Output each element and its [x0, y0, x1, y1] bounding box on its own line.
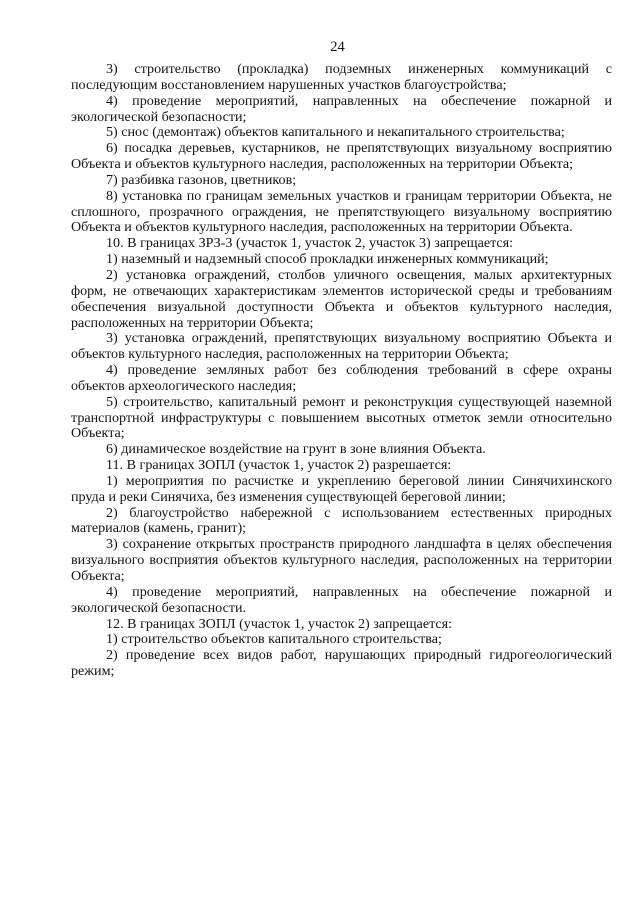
paragraph: 8) установка по границам земельных участков и границам территории Объекта, не сплошного, прозрачного ограждения, не препятствующего визуальному восприятию Объекта и объектов культурного наследия, расположенных на территории Объекта.: [71, 187, 612, 236]
section-heading: 11. В границах ЗОПЛ (участок 1, участок 2) разрешается:: [106, 457, 452, 474]
paragraph: 1) строительство объектов капитального строительства;: [106, 631, 442, 648]
paragraph: 1) мероприятия по расчистке и укреплению береговой линии Синячихинского пруда и реки Синячиха, без изменения существующей береговой линии;: [71, 472, 612, 505]
paragraph: 7) разбивка газонов, цветников;: [106, 171, 297, 188]
paragraph: 2) благоустройство набережной с использованием естественных природных материалов (камень, гранит);: [71, 504, 612, 537]
paragraph: 1) наземный и надземный способ прокладки инженерных коммуникаций;: [106, 251, 549, 268]
paragraph: 4) проведение земляных работ без соблюдения требований в сфере охраны объектов археологического наследия;: [71, 362, 612, 394]
paragraph: 5) строительство, капитальный ремонт и реконструкция существующей наземной транспортной инфраструктуры с повышением высотных отметок земли относительно Объекта;: [71, 393, 612, 442]
paragraph: 6) динамическое воздействие на грунт в зоне влияния Объекта.: [106, 441, 486, 458]
paragraph: 5) снос (демонтаж) объектов капитального и некапитального строительства;: [106, 124, 565, 141]
page-number: 24: [330, 39, 345, 55]
paragraph: 2) установка ограждений, столбов уличного освещения, малых архитектурных форм, не отвечающих характеристикам элементов исторической среды и требованиям обеспечения визуальной доступности Объекта и объектов культурного наследия, расположенных на территории Объекта;: [71, 266, 612, 331]
paragraph: 4) проведение мероприятий, направленных на обеспечение пожарной и экологической безопасности;: [71, 92, 612, 125]
paragraph: 2) проведение всех видов работ, нарушающих природный гидрогеологический режим;: [71, 647, 612, 680]
section-heading: 10. В границах ЗРЗ-3 (участок 1, участок 2, участок 3) запрещается:: [106, 235, 514, 252]
section-heading: 12. В границах ЗОПЛ (участок 1, участок 2) запрещается:: [106, 615, 453, 632]
document-body: [71, 62, 612, 680]
paragraph: 3) установка ограждений, препятствующих визуальному восприятию Объекта и объектов культурного наследия, расположенных на территории Объекта;: [71, 330, 612, 363]
paragraph: 4) проведение мероприятий, направленных на обеспечение пожарной и экологической безопасности.: [71, 583, 612, 616]
paragraph: 6) посадка деревьев, кустарников, не препятствующих визуальному восприятию Объекта и объектов культурного наследия, расположенных на территории Объекта;: [71, 140, 612, 173]
paragraph: 3) строительство (прокладка) подземных инженерных коммуникаций с последующим восстановлением нарушенных участков благоустройства;: [71, 61, 612, 93]
paragraph: 3) сохранение открытых пространств природного ландшафта в целях обеспечения визуального восприятия объектов культурного наследия, расположенных на территории Объекта;: [71, 536, 612, 584]
